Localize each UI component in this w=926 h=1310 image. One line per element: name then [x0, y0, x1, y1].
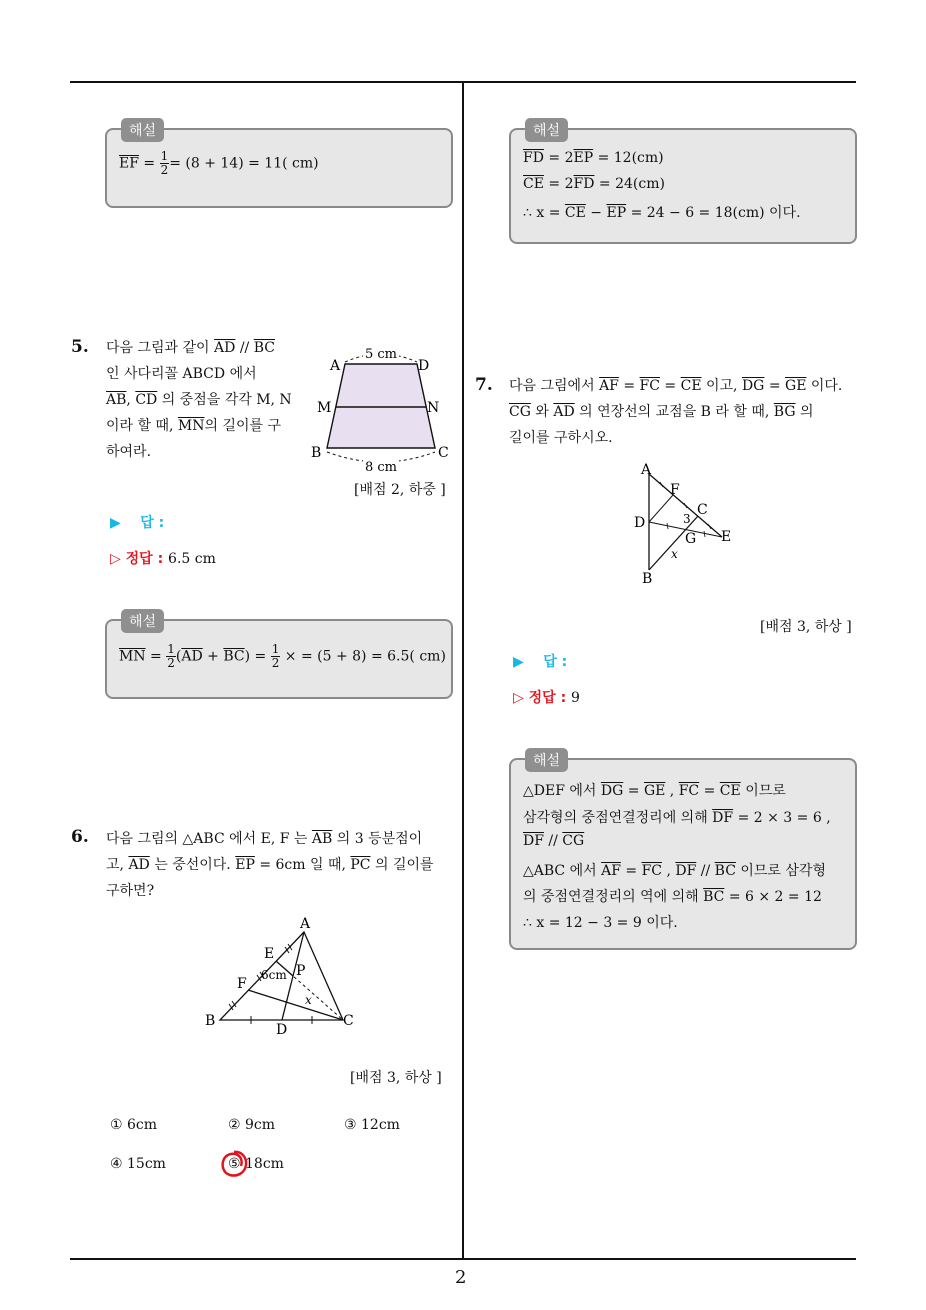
solution-line-2: $\overline{CE} = 2\overline{FD} = 24(cm)$ — [523, 176, 665, 192]
score-label: [배점 3, 하상 ] — [350, 1070, 442, 1086]
solution-line-3: ∴ $x = \overline{CE} - \overline{EP} = 24 - 6 = 18(cm)$ 이다. — [523, 205, 801, 221]
label-c: C — [697, 502, 708, 518]
segment-fc — [248, 990, 343, 1020]
solution-line-6: ∴ x = 12 − 3 = 9 이다. — [523, 915, 678, 931]
answer-row: ▶ 답 : — [110, 515, 165, 531]
choice-2[interactable]: ② 9cm — [228, 1117, 276, 1133]
solution-box-prev — [105, 123, 453, 208]
solution-line-1: △DEF 에서 $\overline{DG} = \overline{GE}$ , $\overline{FC} = \overline{CE}$ 이므로 — [523, 783, 786, 799]
label-a: A — [641, 462, 652, 478]
label-p: P — [296, 963, 306, 979]
selected-answer-circle-icon — [218, 1148, 250, 1180]
solution-line: $\overline{MN}$ = $\frac{1}{2}$ $(\overline{AD} + \overline{BC})$ = $\frac{1}{2}$ × = (5 + 8) = 6.5( cm) — [119, 642, 446, 670]
correct-answer-row: ▷ 정답 : 6.5 cm — [110, 551, 216, 567]
solution-line-3: $\overline{DF} // \overline{CG}$ — [523, 833, 585, 849]
question-text: 다음 그림의 △ABC 에서 E, F 는 $\overline{AB}$ 의 3 등분점이 고, $\overline{AD}$ 는 중선이다. $\overline{EP} = 6cm$ 일 때, $\overline{PC}$ 의 길이를 구하면? — [106, 831, 434, 899]
label-e: E — [721, 529, 732, 545]
label-f: F — [237, 976, 247, 992]
question-text: 다음 그림과 같이 $\overline{AD} // \overline{BC}$ 인 사다리꼴 ABCD 에서 $\overline{AB}$, $\overline{CD}$ 의 중점을 각각 M, N 이라 할 때, $\overline{MN}$의 길이를 구 하여라. — [106, 340, 292, 460]
triangle-def-figure — [630, 460, 745, 588]
label-f: F — [670, 482, 680, 498]
trapezoid-figure — [305, 340, 455, 480]
choice-4[interactable]: ④ 15cm — [110, 1156, 166, 1172]
choice-5-label: 18cm — [245, 1156, 284, 1172]
trapezoid-shape — [327, 364, 435, 448]
solution-line-5: 의 중점연결정리의 역에 의해 $\overline{BC} = 6 \times 2 = 12$ — [523, 889, 822, 905]
label-three: 3 — [683, 512, 691, 526]
question-number: 6. — [71, 827, 89, 847]
solution-tag: 해설 — [121, 118, 164, 142]
solution-box-q6 — [509, 123, 857, 244]
solution-box-q7 — [509, 753, 857, 950]
label-d: D — [634, 515, 646, 531]
solution-tag: 해설 — [525, 748, 568, 772]
label-b: B — [205, 1013, 216, 1029]
solution-line-2: 삼각형의 중점연결정리에 의해 $\overline{DF} = 2 \times 3 = 6$ , — [523, 810, 831, 826]
triangle-abc-figure — [200, 912, 370, 1042]
correct-answer-row: ▷ 정답 : 9 — [513, 690, 580, 706]
label-n: N — [427, 400, 440, 416]
bottom-rule — [70, 1258, 856, 1260]
segment-df — [649, 495, 673, 522]
label-c: C — [438, 445, 449, 461]
label-g: G — [685, 531, 697, 547]
page-number: 2 — [455, 1267, 467, 1288]
label-b: B — [311, 445, 322, 461]
label-x: x — [671, 547, 678, 561]
score-label: [배점 2, 하중 ] — [354, 482, 446, 498]
label-length: 6cm — [261, 968, 287, 982]
label-m: M — [317, 400, 332, 416]
choice-5-marker: ⑤ — [228, 1156, 241, 1172]
solution-line: $\overline{EF}$ = $\frac{1}{2}$ = (8 + 14) = 11( cm) — [119, 149, 319, 177]
score-label: [배점 3, 하상 ] — [760, 619, 852, 635]
question-text: 다음 그림에서 $\overline{AF} = \overline{FC} = \overline{CE}$ 이고, $\overline{DG} = \overline{GE}$ 이다. $\overline{CG}$ 와 $\overline{AD}$ 의 연장선의 교점을 B 라 할 때, $\overline{BG}$ 의 길이를 구하시오. — [509, 378, 843, 446]
solution-tag: 해설 — [121, 609, 164, 633]
question-number: 7. — [475, 375, 493, 395]
label-a: A — [330, 358, 341, 374]
solution-tag: 해설 — [525, 118, 568, 142]
question-number: 5. — [71, 337, 89, 357]
choice-1[interactable]: ① 6cm — [110, 1117, 158, 1133]
label-d: D — [418, 358, 430, 374]
solution-box-q5 — [105, 614, 453, 699]
label-x: x — [305, 993, 312, 1007]
column-divider — [462, 83, 464, 1259]
answer-row: ▶ 답 : — [513, 654, 568, 670]
label-a: A — [300, 916, 311, 932]
label-bottom-length: 8 cm — [365, 460, 398, 475]
label-top-length: 5 cm — [365, 347, 398, 362]
label-c: C — [343, 1013, 354, 1029]
solution-line-4: △ABC 에서 $\overline{AF} = \overline{FC}$ , $\overline{DF} // \overline{BC}$ 이므로 삼각형 — [523, 863, 826, 879]
label-e: E — [264, 946, 275, 962]
solution-line-1: $\overline{FD} = 2\overline{EP} = 12(cm)$ — [523, 150, 664, 166]
choice-3[interactable]: ③ 12cm — [344, 1117, 400, 1133]
label-d: D — [276, 1022, 288, 1038]
label-b: B — [642, 571, 653, 587]
